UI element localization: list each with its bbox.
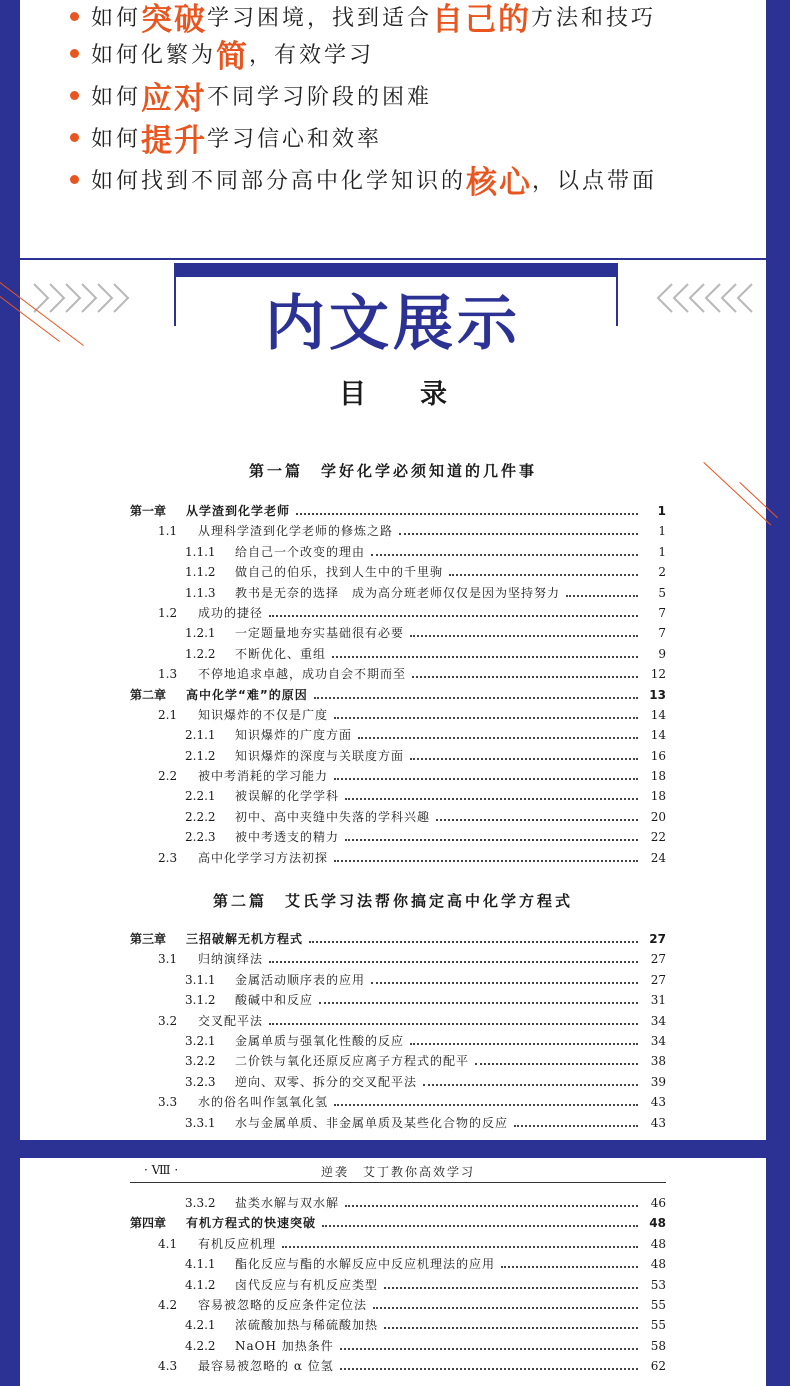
toc-entry-title: 高中化学“难”的原因 [186,687,308,702]
toc-entry-title: 不停地追求卓越，成功自会不期而至 [198,667,407,682]
toc-list-part3 [130,1194,666,1378]
running-head-title: 逆袭 艾丁教你高效学习 [320,1165,475,1179]
toc-entry-number: 1.2.1 [185,626,216,641]
toc-entry-page: 14 [650,707,666,722]
page-number-roman: · Ⅷ · [144,1163,179,1177]
bullet-dot-icon [70,133,79,142]
toc-entry-title: 金属活动顺序表的应用 [235,972,366,987]
toc-entry [130,1337,666,1357]
toc-entry-page: 18 [650,769,666,784]
toc-entry-title: 水与金属单质、非金属单质及某些化合物的反应 [235,1115,509,1130]
toc-entry-number: 3.1.1 [185,972,216,987]
toc-entry [130,1316,666,1336]
bullet-item [70,158,657,200]
toc-entry-page: 31 [650,993,666,1008]
toc-entry-page: 13 [649,687,666,702]
toc-entry-number: 第四章 [130,1216,167,1231]
toc-entry-number: 1.2 [158,605,178,620]
toc-entry-title: 被中考透支的精力 [235,830,340,845]
toc-entry-number: 4.2 [158,1297,178,1312]
toc-leader-dots [412,676,638,678]
toc-entry-title: 酯化反应与酯的水解反应中反应机理法的应用 [235,1257,496,1272]
toc-entry [130,1194,666,1214]
toc-entry-page: 14 [650,728,666,743]
toc-entry-page: 27 [650,972,666,987]
toc-leader-dots [345,798,638,800]
toc-entry-title: 盐类水解与双水解 [235,1196,340,1210]
toc-entry-title: 从理科学渣到化学老师的修炼之路 [198,524,394,539]
toc-entry-number: 2.2.3 [185,830,216,845]
toc-leader-dots [269,615,638,617]
bullet-item [70,32,657,74]
toc-entry-page: 7 [658,626,666,641]
toc-entry-title: 三招破解无机方程式 [186,932,304,946]
toc-entry-page: 9 [658,646,666,661]
toc-entry [130,502,666,522]
toc-entry [130,1235,666,1255]
toc-entry [130,930,666,950]
toc-entry-number: 2.2 [158,769,178,784]
toc-entry-number: 3.2.3 [185,1074,216,1089]
toc-entry-number: 第一章 [130,504,167,518]
bullet-text: 学习困境，找到适合 [207,5,433,31]
banner-title: 内文展示 [265,289,521,359]
toc-entry [130,522,666,542]
bullet-dot-icon [70,12,79,21]
toc-entry-number: 3.3 [158,1095,178,1110]
toc-entry [130,1073,666,1093]
toc-entry [130,563,666,583]
toc-entry-title: 金属单质与强氧化性酸的反应 [235,1033,405,1048]
toc-leader-dots [334,1104,638,1106]
toc-entry-title: 从学渣到化学老师 [186,504,291,518]
toc-leader-dots [269,961,638,963]
toc-entry-number: 2.2.2 [185,809,216,824]
bullet-text: ，有效学习 [249,42,375,68]
bullet-text: 如何 [91,84,142,110]
toc-heading: 目录 [339,379,501,410]
toc-entry-number: 1.1.1 [185,544,216,559]
toc-entry-page: 58 [650,1338,666,1353]
toc-entry-page: 7 [658,605,666,620]
toc-entry-number: 2.2.1 [185,789,216,804]
toc-leader-dots [371,554,638,556]
toc-entry-title: 被中考消耗的学习能力 [198,769,329,784]
toc-entry-page: 5 [658,585,666,600]
toc-entry [130,971,666,991]
toc-entry-page: 1 [658,544,666,559]
bullet-text: 方法和技巧 [531,5,657,31]
toc-entry-page: 20 [650,809,666,824]
toc-entry [130,706,666,726]
toc-entry-page: 27 [649,932,666,946]
toc-entry [130,950,666,970]
toc-entry-number: 3.1.2 [185,993,216,1008]
toc-entry-number: 1.1.2 [185,565,216,580]
toc-entry-page: 48 [650,1236,666,1251]
toc-leader-dots [322,1225,638,1227]
bullet-dot-icon [70,175,79,184]
bullet-dot-icon [70,91,79,100]
toc-leader-dots [345,839,638,841]
bullet-list [70,0,657,200]
toc-entry-title: 知识爆炸的不仅是广度 [198,707,329,722]
toc-entry [130,828,666,848]
toc-leader-dots [384,1327,638,1329]
toc-entry-page: 55 [650,1318,666,1333]
toc-entry-title: 酸碱中和反应 [235,993,314,1008]
toc-leader-dots [410,758,638,760]
bullet-item [70,116,657,158]
toc-entry [130,624,666,644]
toc-entry-number: 3.2.2 [185,1054,216,1069]
toc-entry-page: 55 [650,1297,666,1312]
bullet-text: 学习信心和效率 [207,126,383,152]
toc-entry-title: 浓硫酸加热与稀硫酸加热 [235,1318,379,1333]
bullet-dot-icon [70,49,79,58]
toc-leader-dots [296,513,638,515]
bullet-item [70,0,657,38]
toc-entry [130,686,666,706]
toc-entry-title: 成功的捷径 [198,605,264,620]
toc-entry-number: 3.3.1 [185,1115,216,1130]
toc-entry-page: 18 [650,789,666,804]
toc-entry-page: 34 [650,1013,666,1028]
toc-entry [130,1052,666,1072]
toc-entry-title: 二价铁与氧化还原反应离子方程式的配平 [235,1054,470,1069]
toc-entry-page: 43 [650,1115,666,1130]
toc-entry-number: 2.1 [158,707,178,722]
toc-entry [130,1296,666,1316]
toc-entry-title: 一定题量地夯实基础很有必要 [235,626,405,641]
bullet-item [70,74,657,116]
toc-leader-dots [423,1084,638,1086]
toc-entry-page: 53 [650,1277,666,1292]
toc-entry-page: 2 [658,565,666,580]
highlight-text: 突破 [141,1,208,38]
toc-entry-page: 1 [657,504,666,518]
toc-leader-dots [384,1287,638,1289]
toc-leader-dots [334,717,638,719]
toc-leader-dots [282,1246,638,1248]
toc-entry-number: 第三章 [130,932,167,946]
bullet-text: 如何 [91,126,142,152]
toc-page-panel-continued [20,1158,766,1386]
toc-entry [130,1357,666,1377]
toc-leader-dots [501,1266,638,1268]
toc-entry-page: 48 [649,1216,666,1231]
bullet-text: 如何 [91,5,142,31]
bullet-text: 如何找到不同部分高中化学知识的 [91,168,467,194]
highlight-text: 应对 [141,80,208,117]
toc-leader-dots [340,1348,638,1350]
bullet-text: 不同学习阶段的困难 [207,84,433,110]
toc-list-part1 [130,502,666,869]
toc-entry [130,767,666,787]
toc-entry [130,604,666,624]
toc-leader-dots [436,819,638,821]
toc-entry-number: 3.1 [158,952,178,967]
toc-entry-number: 3.2.1 [185,1033,216,1048]
toc-entry-page: 43 [650,1095,666,1110]
toc-leader-dots [449,574,638,576]
toc-entry-title: 最容易被忽略的 α 位氢 [198,1359,334,1374]
toc-entry-title: 做自己的伯乐，找到人生中的千里驹 [235,565,444,580]
toc-leader-dots [358,737,638,739]
toc-leader-dots [319,1002,638,1004]
toc-entry-title: 高中化学学习方法初探 [198,850,329,865]
toc-page-panel [20,260,766,1140]
toc-leader-dots [340,1368,638,1370]
toc-entry-number: 4.2.2 [185,1338,216,1353]
toc-entry-number: 4.1 [158,1236,178,1251]
toc-entry-number: 第二章 [130,687,167,702]
toc-entry-page: 1 [658,524,666,539]
toc-entry-page: 62 [650,1359,666,1374]
bullet-text: 如何化繁为 [91,42,217,68]
toc-entry-number: 4.1.2 [185,1277,216,1292]
toc-entry-number: 2.1.1 [185,728,216,743]
intro-panel [20,0,766,258]
toc-entry [130,1255,666,1275]
toc-entry-title: 教书是无奈的选择 成为高分班老师仅仅是因为坚持努力 [235,585,561,600]
toc-entry-number: 3.3.2 [185,1196,216,1210]
toc-leader-dots [345,1205,638,1207]
toc-entry [130,991,666,1011]
toc-entry [130,1032,666,1052]
toc-entry-number: 4.1.1 [185,1257,216,1272]
toc-leader-dots [269,1023,638,1025]
toc-entry-number: 2.3 [158,850,178,865]
toc-entry [130,665,666,685]
toc-entry-number: 4.3 [158,1359,178,1374]
toc-entry-number: 3.2 [158,1013,178,1028]
toc-entry [130,747,666,767]
toc-entry-page: 22 [650,830,666,845]
toc-entry-title: 容易被忽略的反应条件定位法 [198,1297,368,1312]
toc-entry-page: 27 [650,952,666,967]
toc-leader-dots [475,1063,638,1065]
toc-entry-title: 水的俗名叫作氢氧化氢 [198,1095,329,1110]
toc-entry-number: 1.2.2 [185,646,216,661]
toc-leader-dots [314,697,638,699]
toc-leader-dots [373,1307,638,1309]
toc-entry-page: 16 [650,748,666,763]
toc-entry [130,787,666,807]
toc-entry-title: 逆向、双零、拆分的交叉配平法 [235,1074,418,1089]
highlight-text: 简 [216,38,250,75]
toc-entry [130,543,666,563]
toc-entry-number: 1.1.3 [185,585,216,600]
highlight-text: 核心 [466,164,533,201]
toc-list-part2 [130,930,666,1134]
toc-entry-page: 46 [650,1196,666,1210]
toc-leader-dots [334,860,638,862]
toc-entry-title: 交叉配平法 [198,1013,264,1028]
toc-entry-title: 知识爆炸的深度与关联度方面 [235,748,405,763]
toc-entry-title: 不断优化、重组 [235,646,327,661]
bullet-text: ，以点带面 [532,168,658,194]
toc-entry [130,726,666,746]
toc-entry-title: 归纳演绎法 [198,952,264,967]
toc-entry-page: 39 [650,1074,666,1089]
toc-leader-dots [566,595,638,597]
toc-entry [130,584,666,604]
toc-entry-title: 给自己一个改变的理由 [235,544,366,559]
toc-entry-page: 12 [650,667,666,682]
part-title: 第二篇 艾氏学习法帮你搞定高中化学方程式 [212,892,573,910]
toc-entry-number: 1.3 [158,667,178,682]
part-title: 第一篇 学好化学必须知道的几件事 [248,462,537,480]
toc-leader-dots [410,1043,638,1045]
toc-entry [130,1012,666,1032]
toc-leader-dots [334,778,638,780]
toc-leader-dots [410,635,638,637]
toc-entry-number: 1.1 [158,524,178,539]
toc-entry [130,808,666,828]
toc-entry-title: 知识爆炸的广度方面 [235,728,353,743]
toc-leader-dots [371,982,638,984]
toc-entry-number: 4.2.1 [185,1318,216,1333]
toc-entry-title: 有机方程式的快速突破 [186,1216,317,1231]
toc-entry [130,1093,666,1113]
highlight-text: 提升 [141,122,208,159]
toc-entry-title: 有机反应机理 [198,1236,277,1251]
toc-leader-dots [399,533,638,535]
highlight-text: 自己的 [432,1,532,38]
toc-entry-page: 24 [650,850,666,865]
toc-entry-page: 34 [650,1033,666,1048]
toc-entry-title: NaOH 加热条件 [235,1338,334,1353]
toc-entry-title: 初中、高中夹缝中失落的学科兴趣 [235,809,431,824]
toc-entry [130,1214,666,1234]
running-head [130,1158,666,1183]
toc-leader-dots [309,941,638,943]
toc-leader-dots [514,1125,638,1127]
toc-entry-page: 48 [650,1257,666,1272]
toc-entry [130,849,666,869]
toc-entry-number: 2.1.2 [185,748,216,763]
toc-entry [130,1114,666,1134]
toc-entry [130,645,666,665]
toc-entry-title: 被误解的化学学科 [235,789,340,804]
toc-entry-title: 卤代反应与有机反应类型 [235,1277,379,1292]
toc-entry-page: 38 [650,1054,666,1069]
toc-leader-dots [332,656,638,658]
toc-entry [130,1276,666,1296]
